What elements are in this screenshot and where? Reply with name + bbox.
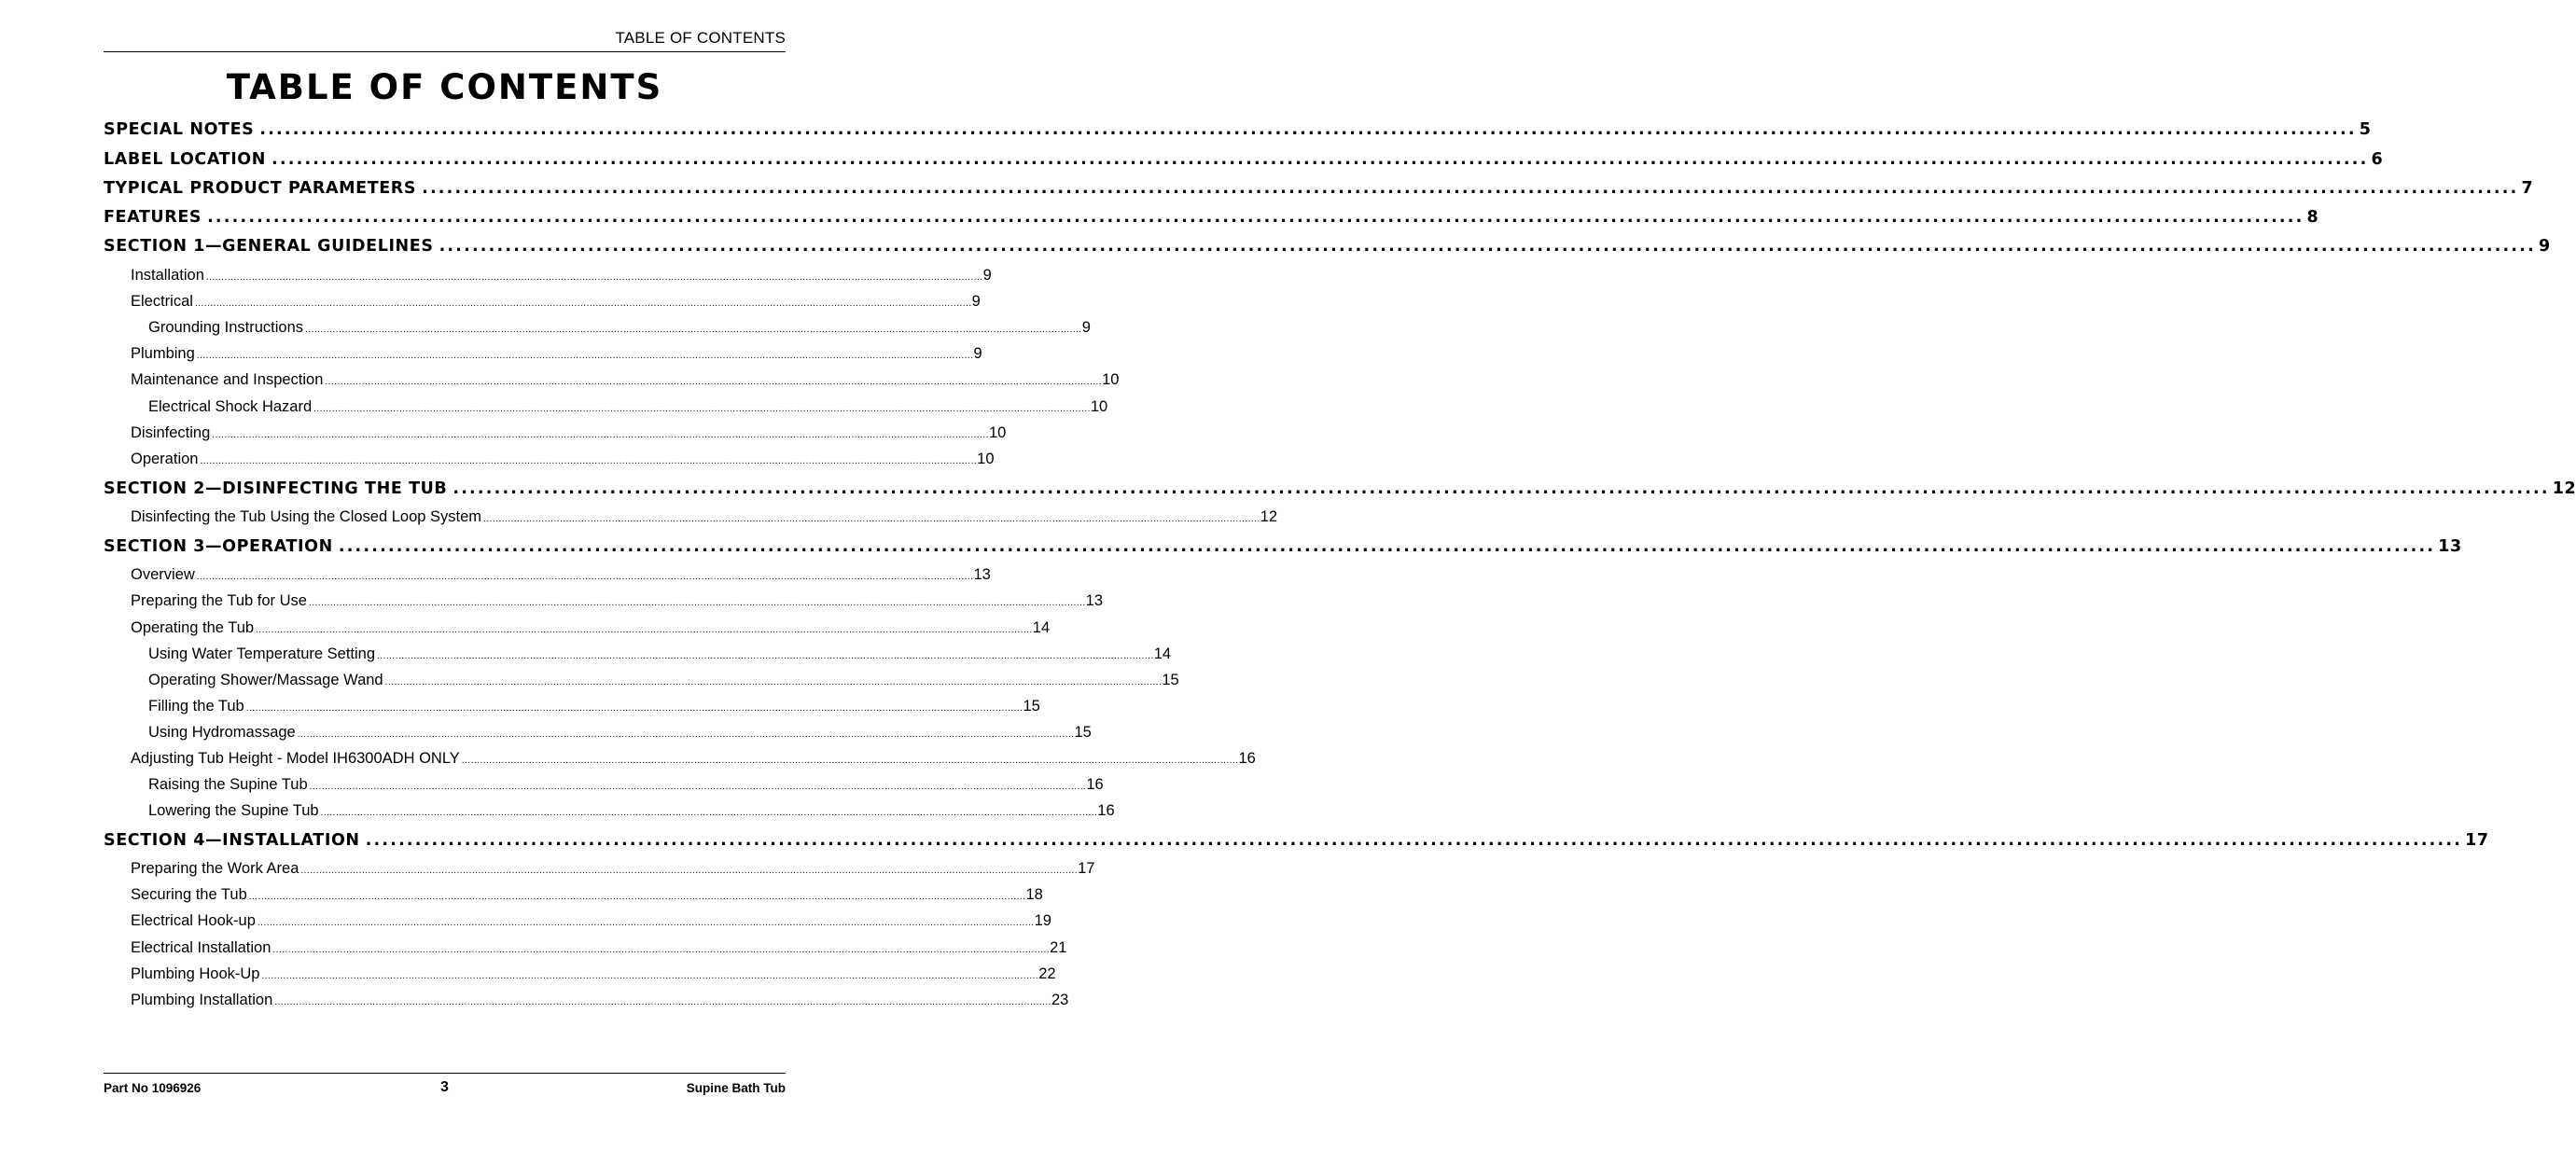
- footer-part-number: Part No 1096926: [104, 1081, 202, 1095]
- toc-section-entry: [104, 179, 2534, 198]
- toc-leader-dots: ..............................................................................................................................................................................................................................................................: [320, 808, 1098, 818]
- toc-entry-label: Electrical: [131, 293, 193, 310]
- toc-entry-page-number: 15: [1023, 698, 1040, 715]
- toc-entry-page-number: 16: [1238, 750, 1256, 767]
- toc-entry-page-number: 9: [1081, 319, 1091, 336]
- toc-entry-page-number: 16: [1086, 776, 1104, 793]
- toc-entry-page-number: 12: [2552, 479, 2576, 498]
- toc-leader-dots: ..............................................................................................................................................................................................................................................................: [461, 756, 1239, 766]
- toc-entry-label: LABEL LOCATION: [104, 150, 267, 169]
- toc-leader-dots: ..............................................................................................................................................................................................................................................................: [274, 997, 1051, 1007]
- toc-entry-label: SPECIAL NOTES: [104, 120, 255, 139]
- toc-subsection-entry: [104, 965, 1056, 983]
- toc-entry-label: Overview: [131, 566, 195, 583]
- toc-entry-label: Electrical Shock Hazard: [148, 398, 313, 415]
- toc-subsection-entry: [104, 267, 992, 285]
- toc-subsection-entry: [104, 592, 1103, 610]
- toc-entry-label: Adjusting Tub Height - Model IH6300ADH ONLY: [131, 750, 460, 767]
- toc-entry-label: Filling the Tub: [148, 698, 244, 715]
- toc-entry-page-number: 13: [973, 566, 991, 583]
- toc-section-entry: [104, 208, 2319, 227]
- toc-entry-label: Securing the Tub: [131, 886, 247, 903]
- toc-leader-dots: ..............................................................................................................................................................................................................................................................: [248, 892, 1026, 902]
- toc-entry-label: Preparing the Work Area: [131, 860, 299, 877]
- toc-entry-page-number: 10: [989, 424, 1007, 441]
- toc-entry-label: Electrical Installation: [131, 939, 272, 956]
- toc-leader-dots: ..............................................................................................................................................................................................................................................................: [212, 430, 989, 440]
- toc-entry-page-number: 14: [1032, 619, 1051, 636]
- toc-entry-label: Plumbing Installation: [131, 992, 273, 1008]
- toc-leader-dots: ..............................................................................................................................................................................................................................................................: [365, 831, 2463, 850]
- toc-leader-dots: ..............................................................................................................................................................................................................................................................: [259, 120, 2357, 139]
- toc-leader-dots: ..............................................................................................................................................................................................................................................................: [272, 150, 2369, 169]
- toc-entry-page-number: 14: [1153, 645, 1172, 662]
- toc-entry-label: Installation: [131, 267, 204, 284]
- toc-entry-page-number: 19: [1034, 912, 1051, 929]
- toc-entry-page-number: 9: [973, 345, 982, 362]
- toc-entry-label: Disinfecting: [131, 424, 211, 441]
- toc-entry-page-number: 21: [1050, 939, 1067, 956]
- toc-entry-label: Operation: [131, 451, 199, 467]
- toc-entry-label: Plumbing Hook-Up: [131, 965, 260, 982]
- toc-leader-dots: ..............................................................................................................................................................................................................................................................: [272, 945, 1051, 955]
- toc-section-entry: [104, 120, 2372, 139]
- toc-entry-page-number: 9: [2538, 237, 2551, 256]
- toc-leader-dots: ..............................................................................................................................................................................................................................................................: [257, 918, 1035, 928]
- toc-section-entry: [104, 237, 2551, 256]
- toc-entry-label: Using Hydromassage: [148, 724, 296, 741]
- toc-subsection-entry: [104, 992, 1069, 1009]
- toc-leader-dots: ..............................................................................................................................................................................................................................................................: [453, 479, 2550, 498]
- toc-leader-dots: ..............................................................................................................................................................................................................................................................: [439, 237, 2536, 256]
- toc-entry-label: TYPICAL PRODUCT PARAMETERS: [104, 179, 417, 198]
- toc-section-entry: [104, 537, 2462, 556]
- toc-leader-dots: ..............................................................................................................................................................................................................................................................: [300, 866, 1079, 876]
- toc-entry-label: Preparing the Tub for Use: [131, 592, 307, 609]
- toc-subsection-entry: [104, 566, 991, 584]
- toc-entry-label: Operating the Tub: [131, 619, 255, 636]
- toc-entry-label: Using Water Temperature Setting: [148, 645, 376, 662]
- toc-entry-page-number: 10: [977, 451, 995, 467]
- toc-leader-dots: ..............................................................................................................................................................................................................................................................: [194, 298, 972, 309]
- toc-section-entry: [104, 831, 2489, 850]
- toc-entry-page-number: 13: [2438, 537, 2462, 556]
- toc-leader-dots: ..............................................................................................................................................................................................................................................................: [196, 572, 974, 582]
- toc-entry-page-number: 6: [2371, 150, 2384, 169]
- toc-entry-page-number: 9: [971, 293, 981, 310]
- toc-entry-page-number: 5: [2359, 120, 2372, 139]
- toc-leader-dots: ..............................................................................................................................................................................................................................................................: [377, 651, 1154, 661]
- toc-leader-dots: ..............................................................................................................................................................................................................................................................: [245, 703, 1023, 714]
- toc-leader-dots: ..............................................................................................................................................................................................................................................................: [196, 351, 974, 361]
- toc-subsection-entry: [104, 424, 1007, 442]
- toc-entry-label: Raising the Supine Tub: [148, 776, 308, 793]
- toc-subsection-entry: [104, 371, 1120, 389]
- toc-entry-page-number: 17: [1078, 860, 1095, 877]
- toc-entry-page-number: 22: [1038, 965, 1056, 982]
- toc-leader-dots: ..............................................................................................................................................................................................................................................................: [308, 598, 1086, 608]
- toc-subsection-entry: [104, 698, 1040, 715]
- header-rule: [104, 51, 786, 52]
- toc-subsection-entry: [104, 451, 995, 468]
- toc-section-entry: [104, 479, 2576, 498]
- toc-leader-dots: ..............................................................................................................................................................................................................................................................: [483, 514, 1260, 524]
- toc-subsection-entry: [104, 886, 1043, 904]
- toc-subsection-entry: [104, 398, 1108, 416]
- toc-leader-dots: ..............................................................................................................................................................................................................................................................: [205, 272, 983, 283]
- toc-entry-page-number: 23: [1051, 992, 1069, 1008]
- footer-rule: [104, 1073, 786, 1074]
- toc-subsection-entry: [104, 645, 1172, 663]
- toc-entry-page-number: 12: [1260, 508, 1278, 525]
- page-title: TABLE OF CONTENTS: [226, 67, 663, 107]
- toc-entry-page-number: 17: [2465, 831, 2489, 850]
- toc-entry-page-number: 16: [1097, 802, 1115, 819]
- toc-entry-label: SECTION 2—DISINFECTING THE TUB: [104, 479, 448, 498]
- toc-entry-label: Lowering the Supine Tub: [148, 802, 319, 819]
- toc-leader-dots: ..............................................................................................................................................................................................................................................................: [384, 677, 1163, 687]
- toc-entry-label: Operating Shower/Massage Wand: [148, 672, 383, 688]
- toc-entry-label: Maintenance and Inspection: [131, 371, 324, 388]
- toc-entry-label: Grounding Instructions: [148, 319, 304, 336]
- toc-entry-label: SECTION 3—OPERATION: [104, 537, 333, 556]
- toc-subsection-entry: [104, 508, 1278, 526]
- toc-subsection-entry: [104, 776, 1104, 794]
- toc-leader-dots: ..............................................................................................................................................................................................................................................................: [305, 325, 1082, 335]
- toc-entry-label: FEATURES: [104, 208, 202, 227]
- toc-subsection-entry: [104, 345, 982, 363]
- toc-leader-dots: ..............................................................................................................................................................................................................................................................: [207, 208, 2304, 227]
- toc-subsection-entry: [104, 619, 1051, 637]
- toc-leader-dots: ..............................................................................................................................................................................................................................................................: [261, 971, 1039, 981]
- toc-subsection-entry: [104, 750, 1256, 768]
- toc-entry-page-number: 10: [1090, 398, 1108, 415]
- toc-entry-label: SECTION 4—INSTALLATION: [104, 831, 360, 850]
- running-header: TABLE OF CONTENTS: [615, 29, 786, 47]
- toc-section-entry: [104, 150, 2384, 169]
- toc-entry-label: SECTION 1—GENERAL GUIDELINES: [104, 237, 434, 256]
- toc-subsection-entry: [104, 860, 1095, 878]
- toc-entry-page-number: 10: [1102, 371, 1120, 388]
- toc-leader-dots: ..............................................................................................................................................................................................................................................................: [200, 456, 978, 466]
- toc-subsection-entry: [104, 724, 1092, 742]
- toc-leader-dots: ..............................................................................................................................................................................................................................................................: [309, 782, 1087, 792]
- toc-entry-label: Disinfecting the Tub Using the Closed Loop System: [131, 508, 482, 525]
- toc-entry-page-number: 13: [1085, 592, 1103, 609]
- toc-subsection-entry: [104, 319, 1091, 337]
- toc-leader-dots: ..............................................................................................................................................................................................................................................................: [422, 179, 2519, 198]
- footer-page-number: 3: [440, 1079, 449, 1095]
- toc-subsection-entry: [104, 912, 1051, 930]
- toc-entry-page-number: 15: [1162, 672, 1179, 688]
- toc-entry-label: Electrical Hook-up: [131, 912, 256, 929]
- toc-entry-page-number: 9: [982, 267, 992, 284]
- toc-leader-dots: ..............................................................................................................................................................................................................................................................: [313, 404, 1091, 414]
- toc-leader-dots: ..............................................................................................................................................................................................................................................................: [256, 625, 1033, 635]
- toc-entry-page-number: 8: [2306, 208, 2319, 227]
- toc-leader-dots: ..............................................................................................................................................................................................................................................................: [325, 377, 1103, 387]
- toc-subsection-entry: [104, 802, 1115, 820]
- toc-entry-page-number: 7: [2521, 179, 2534, 198]
- toc-subsection-entry: [104, 939, 1067, 957]
- footer-product-name: Supine Bath Tub: [686, 1081, 786, 1095]
- toc-leader-dots: ..............................................................................................................................................................................................................................................................: [297, 729, 1075, 740]
- document-page: [104, 0, 2576, 1152]
- toc-subsection-entry: [104, 672, 1179, 689]
- toc-entry-label: Plumbing: [131, 345, 195, 362]
- toc-entry-page-number: 18: [1025, 886, 1043, 903]
- toc-entry-page-number: 15: [1074, 724, 1092, 741]
- toc-subsection-entry: [104, 293, 981, 311]
- toc-leader-dots: ..............................................................................................................................................................................................................................................................: [338, 537, 2436, 556]
